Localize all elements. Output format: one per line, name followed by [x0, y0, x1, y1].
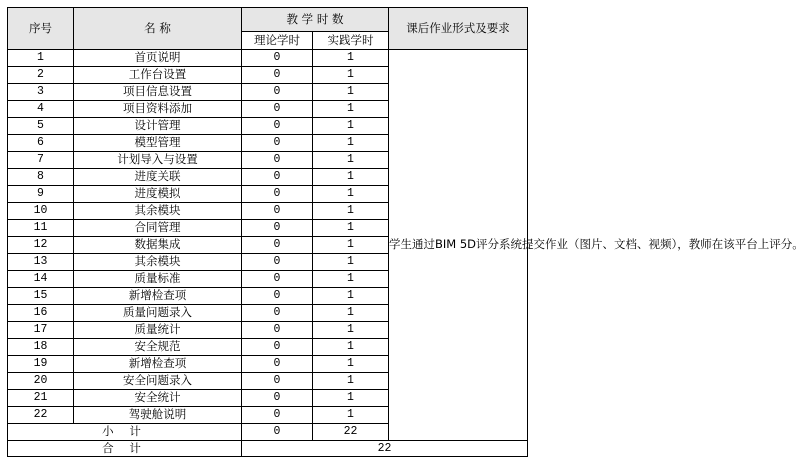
row-practice-hours: 1: [313, 373, 389, 390]
name-header: 名 称: [74, 8, 242, 50]
row-theory-hours: 0: [242, 288, 313, 305]
row-practice-hours: 1: [313, 271, 389, 288]
row-theory-hours: 0: [242, 339, 313, 356]
row-number: 15: [8, 288, 74, 305]
header-row-top: [8, 8, 528, 32]
row-number: 12: [8, 237, 74, 254]
row-number: 13: [8, 254, 74, 271]
course-hours-table: [7, 7, 804, 457]
row-name: 计划导入与设置: [74, 152, 242, 169]
row-theory-hours: 0: [242, 322, 313, 339]
row-theory-hours: 0: [242, 271, 313, 288]
subtotal-label: 小 计: [8, 424, 242, 441]
row-name: 设计管理: [74, 118, 242, 135]
row-number: 16: [8, 305, 74, 322]
row-number: 1: [8, 50, 74, 67]
row-number: 14: [8, 271, 74, 288]
subtotal-theory: 0: [242, 424, 313, 441]
row-theory-hours: 0: [242, 169, 313, 186]
row-practice-hours: 1: [313, 254, 389, 271]
row-theory-hours: 0: [242, 152, 313, 169]
row-theory-hours: 0: [242, 390, 313, 407]
row-number: 2: [8, 67, 74, 84]
row-theory-hours: 0: [242, 220, 313, 237]
row-name: 其余模块: [74, 203, 242, 220]
row-theory-hours: 0: [242, 84, 313, 101]
row-name: 模型管理: [74, 135, 242, 152]
row-theory-hours: 0: [242, 356, 313, 373]
row-theory-hours: 0: [242, 67, 313, 84]
requirement-header: 课后作业形式及要求: [389, 8, 528, 50]
seq-header: 序号: [8, 8, 74, 50]
row-practice-hours: 1: [313, 322, 389, 339]
row-practice-hours: 1: [313, 339, 389, 356]
row-theory-hours: 0: [242, 305, 313, 322]
row-practice-hours: 1: [313, 67, 389, 84]
row-number: 10: [8, 203, 74, 220]
row-number: 11: [8, 220, 74, 237]
practice-hours-header: 实践学时: [313, 32, 389, 50]
row-number: 20: [8, 373, 74, 390]
row-theory-hours: 0: [242, 118, 313, 135]
row-name: 其余模块: [74, 254, 242, 271]
row-name: 进度关联: [74, 169, 242, 186]
row-number: 22: [8, 407, 74, 424]
row-theory-hours: 0: [242, 101, 313, 118]
row-number: 7: [8, 152, 74, 169]
theory-hours-header: 理论学时: [242, 32, 313, 50]
row-practice-hours: 1: [313, 237, 389, 254]
row-practice-hours: 1: [313, 220, 389, 237]
row-name: 首页说明: [74, 50, 242, 67]
table-row: [8, 50, 528, 67]
row-name: 新增检查项: [74, 356, 242, 373]
row-theory-hours: 0: [242, 407, 313, 424]
row-practice-hours: 1: [313, 288, 389, 305]
row-number: 3: [8, 84, 74, 101]
row-number: 18: [8, 339, 74, 356]
row-theory-hours: 0: [242, 50, 313, 67]
row-name: 驾驶舱说明: [74, 407, 242, 424]
row-name: 进度模拟: [74, 186, 242, 203]
row-number: 5: [8, 118, 74, 135]
row-practice-hours: 1: [313, 356, 389, 373]
row-number: 9: [8, 186, 74, 203]
row-theory-hours: 0: [242, 254, 313, 271]
row-name: 安全统计: [74, 390, 242, 407]
row-name: 新增检查项: [74, 288, 242, 305]
row-name: 质量标准: [74, 271, 242, 288]
row-number: 21: [8, 390, 74, 407]
row-number: 8: [8, 169, 74, 186]
row-number: 6: [8, 135, 74, 152]
row-practice-hours: 1: [313, 50, 389, 67]
row-practice-hours: 1: [313, 84, 389, 101]
row-practice-hours: 1: [313, 186, 389, 203]
row-number: 19: [8, 356, 74, 373]
row-number: 17: [8, 322, 74, 339]
row-name: 质量统计: [74, 322, 242, 339]
total-row: [8, 441, 528, 457]
row-name: 质量问题录入: [74, 305, 242, 322]
row-practice-hours: 1: [313, 203, 389, 220]
row-practice-hours: 1: [313, 101, 389, 118]
row-theory-hours: 0: [242, 373, 313, 390]
row-name: 合同管理: [74, 220, 242, 237]
row-name: 工作台设置: [74, 67, 242, 84]
row-practice-hours: 1: [313, 305, 389, 322]
total-value: 22: [242, 441, 528, 457]
teaching-hours-header: 教 学 时 数: [242, 8, 389, 32]
row-theory-hours: 0: [242, 135, 313, 152]
row-theory-hours: 0: [242, 186, 313, 203]
row-name: 数据集成: [74, 237, 242, 254]
total-label: 合 计: [8, 441, 242, 457]
row-name: 安全规范: [74, 339, 242, 356]
row-practice-hours: 1: [313, 390, 389, 407]
row-name: 项目信息设置: [74, 84, 242, 101]
row-name: 项目资料添加: [74, 101, 242, 118]
row-practice-hours: 1: [313, 407, 389, 424]
row-practice-hours: 1: [313, 169, 389, 186]
row-practice-hours: 1: [313, 135, 389, 152]
row-name: 安全问题录入: [74, 373, 242, 390]
row-theory-hours: 0: [242, 203, 313, 220]
subtotal-practice: 22: [313, 424, 389, 441]
row-practice-hours: 1: [313, 118, 389, 135]
row-theory-hours: 0: [242, 237, 313, 254]
row-number: 4: [8, 101, 74, 118]
requirement-text: 学生通过BIM 5D评分系统提交作业（图片、文档、视频），教师在该平台上评分。: [389, 50, 528, 441]
row-practice-hours: 1: [313, 152, 389, 169]
